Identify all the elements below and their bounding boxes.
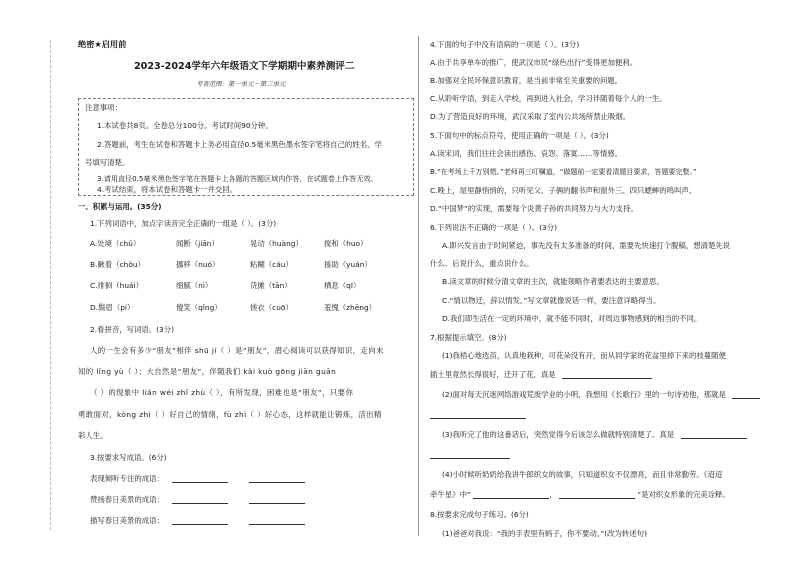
answer-blank[interactable] — [249, 474, 305, 483]
notes-box — [78, 98, 414, 196]
answer-blank[interactable] — [732, 390, 760, 399]
q2-stem: 2.看拼音，写词语。(3分) — [90, 325, 175, 334]
q3-prompt: 赞扬春日美景的成语： — [90, 495, 164, 504]
q1-option-word: 羞愧（zhēng） — [324, 303, 377, 312]
answer-blank[interactable] — [249, 516, 305, 525]
note-item: 4.考试结束，将本试卷和答题卡一并交回。 — [97, 185, 238, 194]
q2-line: 知的 lǐng yù（ ）；大自然是“朋友”，伴随我们 kǎi kuò gōng jiān guān — [78, 367, 337, 376]
q7-line — [430, 370, 652, 379]
column-divider — [418, 36, 419, 536]
q1-option: D.鬓眉（pí） — [90, 303, 135, 312]
q3-line — [90, 495, 305, 504]
answer-blank[interactable] — [681, 430, 747, 439]
q7-line — [442, 390, 760, 399]
q6-line: D.我们即生活在一定的环境中，就不能不同时，对周边事物感到的相当的不同。 — [442, 314, 702, 323]
q8-stem: 8.按要求完成句子练习。(6分) — [430, 510, 529, 519]
note-item: 号填写清楚。 — [85, 158, 130, 167]
q7-line: (1)我梧心地选苗，认真地栽种，可花朵没有开，而从同学家的花盆里掉下来的枝蔓随便 — [442, 351, 726, 360]
q4-option: B.加强对全民环保意识教育，是当前非常至关重要的问题。 — [430, 76, 623, 85]
section1-heading: 一、积累与运用。(35分) — [78, 202, 162, 211]
q3-prompt: 描写春日美景的成语： — [90, 516, 164, 525]
q3-line — [90, 516, 305, 525]
q1-option-word: 闻断（jiān） — [176, 239, 219, 248]
q7-line: 牵牛星》中“ ， ”是对织女形象的完美诠释。 — [430, 490, 730, 499]
binding-margin — [10, 40, 51, 530]
exam-title: 2023-2024学年六年级语文下学期期中素养测评二 — [134, 61, 355, 72]
q1-option: C.徘徊（huái） — [90, 281, 144, 290]
answer-blank[interactable] — [562, 370, 652, 379]
secret-mark: 绝密★启用前 — [78, 39, 127, 49]
q4-stem: 4.下面的句子中没有语病的一项是（ ）。(3分) — [430, 40, 580, 49]
q7-text: (3)我听完了他的这番话后，突然觉得今后该怎么做就特别清楚了。真是 — [442, 430, 675, 439]
q3-prompt: 表现倾听专注的成语： — [90, 474, 164, 483]
answer-blank[interactable] — [430, 410, 526, 419]
q6-line: C.“情以物迁，辞以情发。”写文章就像说话一样，要注意详略得当。 — [442, 296, 661, 305]
q5-stem: 5.下面句中的标点符号，使用正确的一项是（ ）。(3分) — [430, 131, 609, 140]
q1-option-word: 援助（yuán） — [324, 260, 372, 269]
q7-line: (4)小时候听奶奶给我讲牛郎织女的故事，只知道织女不仅漂亮，而且非常勤劳。《迢迢 — [442, 470, 723, 479]
q1-option-word: 挪移（nuó） — [176, 260, 220, 269]
note-item: 3.请用直径0.5毫米黑色签字笔在答题卡上各题的答题区域内作答，在试题卷上作答无效。 — [97, 174, 378, 183]
q2-line: 人的一生会有多少“朋友”相伴 shū jí（ ）是“朋友”，潜心阅读可以获得知识，走向未 — [90, 346, 384, 355]
q7-text: 插土里竟然长得很好，迁开了花，真是 — [430, 370, 556, 379]
q6-stem: 6.下列说法不正确的一项是（ ）。(3分) — [430, 223, 558, 232]
answer-blank[interactable] — [559, 490, 635, 499]
q7-text: (2)面对每天沉迷网络游戏荒废学业的小明，我想用《长歌行》里的一句诗劝他，那就是 — [442, 390, 726, 399]
q2-line: 彩人生。 — [78, 431, 108, 440]
note-item: 1.本试卷共8页。全卷总分100分。考试时间90分钟。 — [97, 121, 273, 130]
q6-line: A.即兴发言由于时间紧迫，事先没有太多准备的时间，需要先快速打个腹稿，想清楚先说 — [442, 241, 731, 250]
q2-line: （ ）的现象中 lián wéi zhǐ zhù（ ），有所发现，困难也是“朋友”，只要你 — [90, 388, 354, 397]
q1-option-word: 搓衣（cuō） — [250, 303, 293, 312]
q5-option: B.“在考场上千万别慌。”老师再三叮嘱道，“做题前一定要看清题目要求，答题要完整。” — [430, 168, 697, 176]
q4-option: C.从聆听学语，到走入学校，再到进入社会，学习伴随着每个人的一生。 — [430, 94, 667, 103]
answer-blank[interactable] — [172, 495, 228, 504]
q7-line — [430, 410, 526, 419]
q6-line: 什么、后说什么，重点说什么。 — [430, 259, 534, 268]
q7-line — [430, 450, 510, 459]
q4-option: A.由于共享单车的推广，使武汉市民“绿色出行”变得更加便利。 — [430, 58, 638, 67]
q1-option-word: 粘糊（cáu） — [250, 260, 293, 269]
q5-option: C.晚上，屋里静悄悄的，只听见父、子俩的翻书声和窗外三、四只蟋蟀的鸣叫声。 — [430, 186, 697, 195]
q1-option: A.处境（chǔ） — [90, 239, 141, 248]
q4-option: D.为了营造良好的环境，武汉采取了室内公共场所禁止吸烟。 — [430, 112, 631, 121]
q5-option: A.读宋词，我们往往会读出感伤、哀怨、落寞……等情感。 — [430, 149, 623, 158]
note-item: 2.答题前，考生在试卷和答题卡上务必用直径0.5毫米黑色墨水签字笔将自己的姓名、学 — [97, 140, 382, 149]
answer-blank[interactable] — [172, 474, 228, 483]
q6-line: B.读文章的时候分清文章的主次，就能领略作者要表达的主要意思。 — [442, 277, 664, 286]
q1-option-word: 货摊（tān） — [250, 281, 292, 290]
q1-option-word: 傻笑（qǐng） — [176, 303, 222, 312]
q1-option-word: 晃动（huàng） — [250, 239, 303, 248]
q5-option: D.“中国梦”的实现，需要每个炎黄子孙的共同努力与大力支持。 — [430, 204, 638, 213]
notes-heading: 注意事项： — [85, 103, 122, 112]
answer-blank[interactable] — [249, 495, 305, 504]
answer-blank[interactable] — [172, 516, 228, 525]
q7-text: 牵牛星》中“ — [430, 490, 471, 499]
q8-line: (1)爸爸对我说：“我的手表里有蚂子，你不要动。”(改为转述句) — [442, 529, 647, 538]
q7-stem: 7.根据提示填空。(8分) — [430, 333, 507, 342]
exam-scope: 考查范围：第一单元～第三单元 — [196, 80, 286, 88]
q1-option-word: 栖息（qī） — [324, 281, 361, 290]
answer-blank[interactable] — [473, 490, 549, 499]
q2-line: 勇敢面对，kòng zhì（ ）好自己的情绪，fù zhì（ ）好心态，这样就能让锻炼，活出精 — [78, 410, 382, 419]
q7-line — [442, 430, 747, 439]
q3-stem: 3.按要求写成语。(6分) — [90, 453, 167, 462]
q1-option-word: 细腻（nì） — [176, 281, 213, 290]
q1-option-word: 搅和（huo） — [324, 239, 368, 248]
q1-stem: 1.下列词语中，加点字读音完全正确的一组是（ ）。(3分) — [90, 219, 277, 228]
q1-option: B.瞅着（chǒu） — [90, 260, 145, 269]
q3-line — [90, 474, 305, 483]
answer-blank[interactable] — [430, 450, 510, 459]
q7-text: ”是对织女形象的完美诠释。 — [637, 490, 730, 499]
